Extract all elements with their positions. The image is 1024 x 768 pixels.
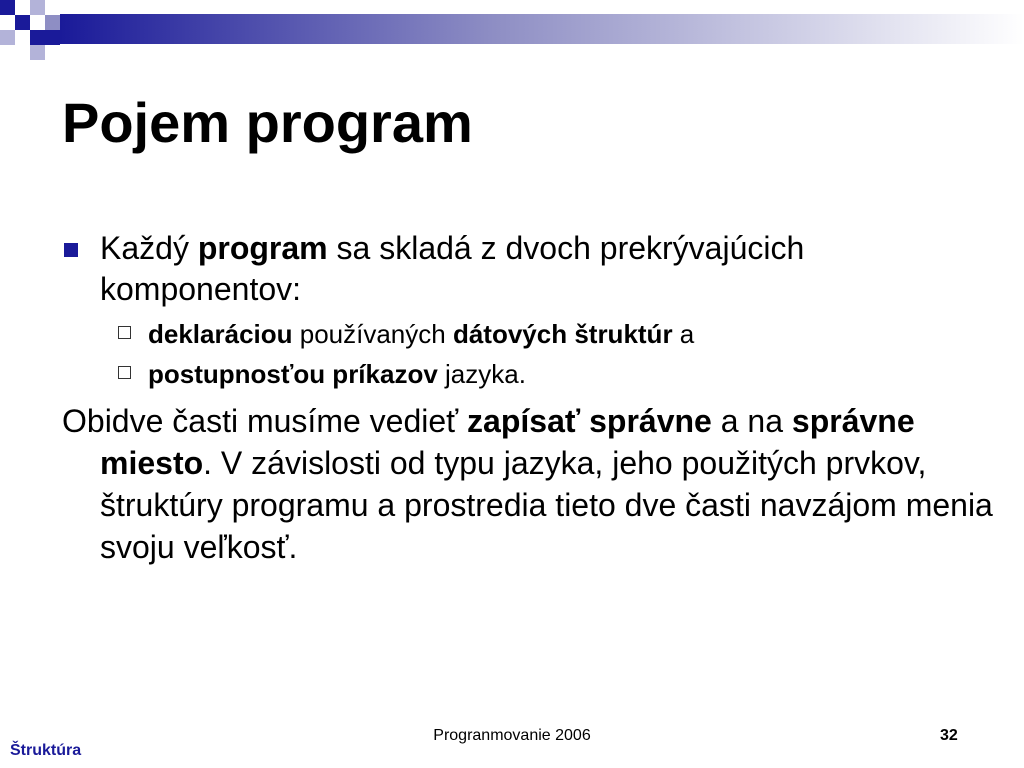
paragraph-text: . V závislosti od typu jazyka, jeho použitých prvkov, štruktúry programu a prostredia tieto dve časti navzájom menia svoju veľkosť. — [100, 445, 993, 565]
hollow-square-bullet-icon — [118, 326, 131, 339]
decorative-header-bar — [0, 0, 1024, 62]
page-number: 32 — [940, 727, 958, 744]
paragraph-bold-text: zapísať správne — [467, 403, 712, 439]
sub-bullet-bold-text: dátových štruktúr — [452, 319, 673, 349]
paragraph-text: Obidve časti musíme vedieť — [62, 403, 468, 439]
sub-bullet-bold-text: postupnosťou príkazov — [148, 359, 438, 389]
sub-bullet-text: jazyka. — [437, 359, 526, 389]
slide-body — [62, 228, 992, 568]
paragraph-text: a na — [711, 403, 792, 439]
bullet-bold-text: program — [197, 230, 328, 266]
bullet-text: sa skladá z dvoch prekrývajúcich komponentov: — [100, 230, 805, 307]
paragraph-bold-text: správne miesto — [100, 403, 915, 481]
paragraph — [62, 400, 1000, 568]
bullet-text: Každý — [100, 230, 198, 266]
section-label: Štruktúra — [10, 742, 82, 759]
footer-text: Progranmovanie 2006 — [433, 727, 591, 744]
sub-bullet-text: a — [672, 319, 695, 349]
square-bullet-icon — [64, 243, 78, 257]
bullet-item — [62, 228, 992, 310]
slide-title: Pojem program — [62, 91, 473, 154]
sub-bullet-bold-text: deklaráciou — [148, 319, 293, 349]
hollow-square-bullet-icon — [118, 366, 131, 379]
sub-bullet-text: používaných — [292, 319, 453, 349]
sub-bullet-item — [62, 318, 992, 350]
sub-bullet-item — [62, 358, 992, 390]
